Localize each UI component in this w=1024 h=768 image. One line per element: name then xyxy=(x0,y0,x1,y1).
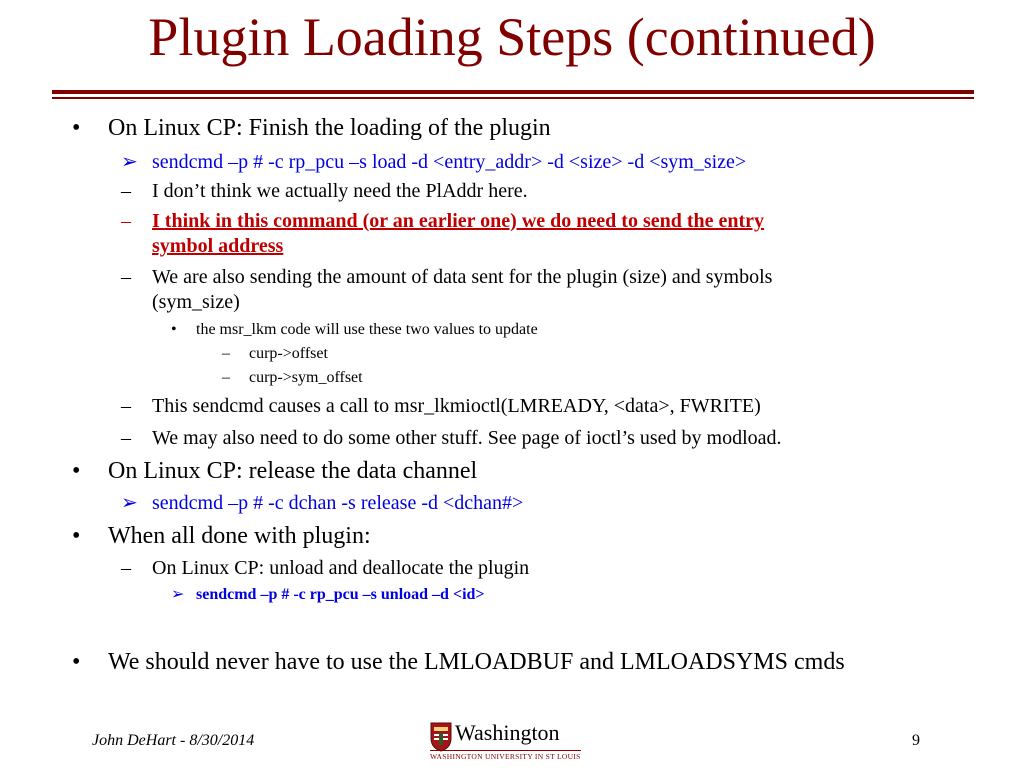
bullet-text: sendcmd –p # -c rp_pcu –s load -d <entry_addr> -d <size> -d <sym_size> xyxy=(152,151,747,173)
bullet-marker: • xyxy=(72,115,81,141)
slide-title: Plugin Loading Steps (continued) xyxy=(148,7,876,67)
bullet-text: We should never have to use the LMLOADBUF and LMLOADSYMS cmds xyxy=(108,649,845,675)
bullet-marker: ➢ xyxy=(121,151,138,173)
bullet-marker: • xyxy=(72,649,81,675)
bullet-text: On Linux CP: unload and deallocate the plugin xyxy=(152,557,530,579)
bullet-marker: – xyxy=(121,557,131,579)
bullet-text: We may also need to do some other stuff. See page of ioctl’s used by modload. xyxy=(152,427,782,449)
bullet-text: On Linux CP: Finish the loading of the plugin xyxy=(108,115,551,141)
bullet-text: (sym_size) xyxy=(152,291,240,313)
bullet-text: We are also sending the amount of data sent for the plugin (size) and symbols xyxy=(152,266,773,288)
bullet-text: This sendcmd causes a call to msr_lkmioctl(LMREADY, <data>, FWRITE) xyxy=(152,395,761,417)
bullet-text: On Linux CP: release the data channel xyxy=(108,458,478,484)
bullet-marker: • xyxy=(171,321,177,338)
bullet-text: sendcmd –p # -c rp_pcu –s unload –d <id> xyxy=(196,586,485,603)
bullet-marker: – xyxy=(121,395,131,417)
bullet-marker: – xyxy=(121,180,131,202)
page-number: 9 xyxy=(912,732,920,749)
bullet-text: sendcmd –p # -c dchan -s release -d <dchan#> xyxy=(152,492,524,514)
bullet-text: I don’t think we actually need the PlAddr here. xyxy=(152,180,528,202)
logo-subtitle: WASHINGTON UNIVERSITY IN ST LOUIS xyxy=(430,752,581,761)
bullet-marker: – xyxy=(222,369,230,386)
bullet-text: curp->offset xyxy=(249,345,328,362)
bullet-marker: – xyxy=(222,345,230,362)
washington-university-logo xyxy=(430,720,594,760)
bullet-marker: ➢ xyxy=(171,586,185,603)
bullet-marker: – xyxy=(121,427,131,449)
bullet-text: symbol address xyxy=(152,235,284,257)
bullet-text: I think in this command (or an earlier one) we do need to send the entry xyxy=(152,210,765,232)
bullet-marker: – xyxy=(121,210,131,232)
bullet-marker: • xyxy=(72,523,81,549)
logo-wordmark: Washington xyxy=(455,720,560,745)
bullet-text: When all done with plugin: xyxy=(108,523,371,549)
bullet-marker: ➢ xyxy=(121,492,138,514)
bullet-text: the msr_lkm code will use these two values to update xyxy=(196,321,538,338)
university-shield-icon xyxy=(430,722,452,752)
bullet-marker: – xyxy=(121,266,131,288)
bullet-text: curp->sym_offset xyxy=(249,369,363,386)
footer-author-date: John DeHart - 8/30/2014 xyxy=(92,732,255,749)
bullet-marker: • xyxy=(72,458,81,484)
